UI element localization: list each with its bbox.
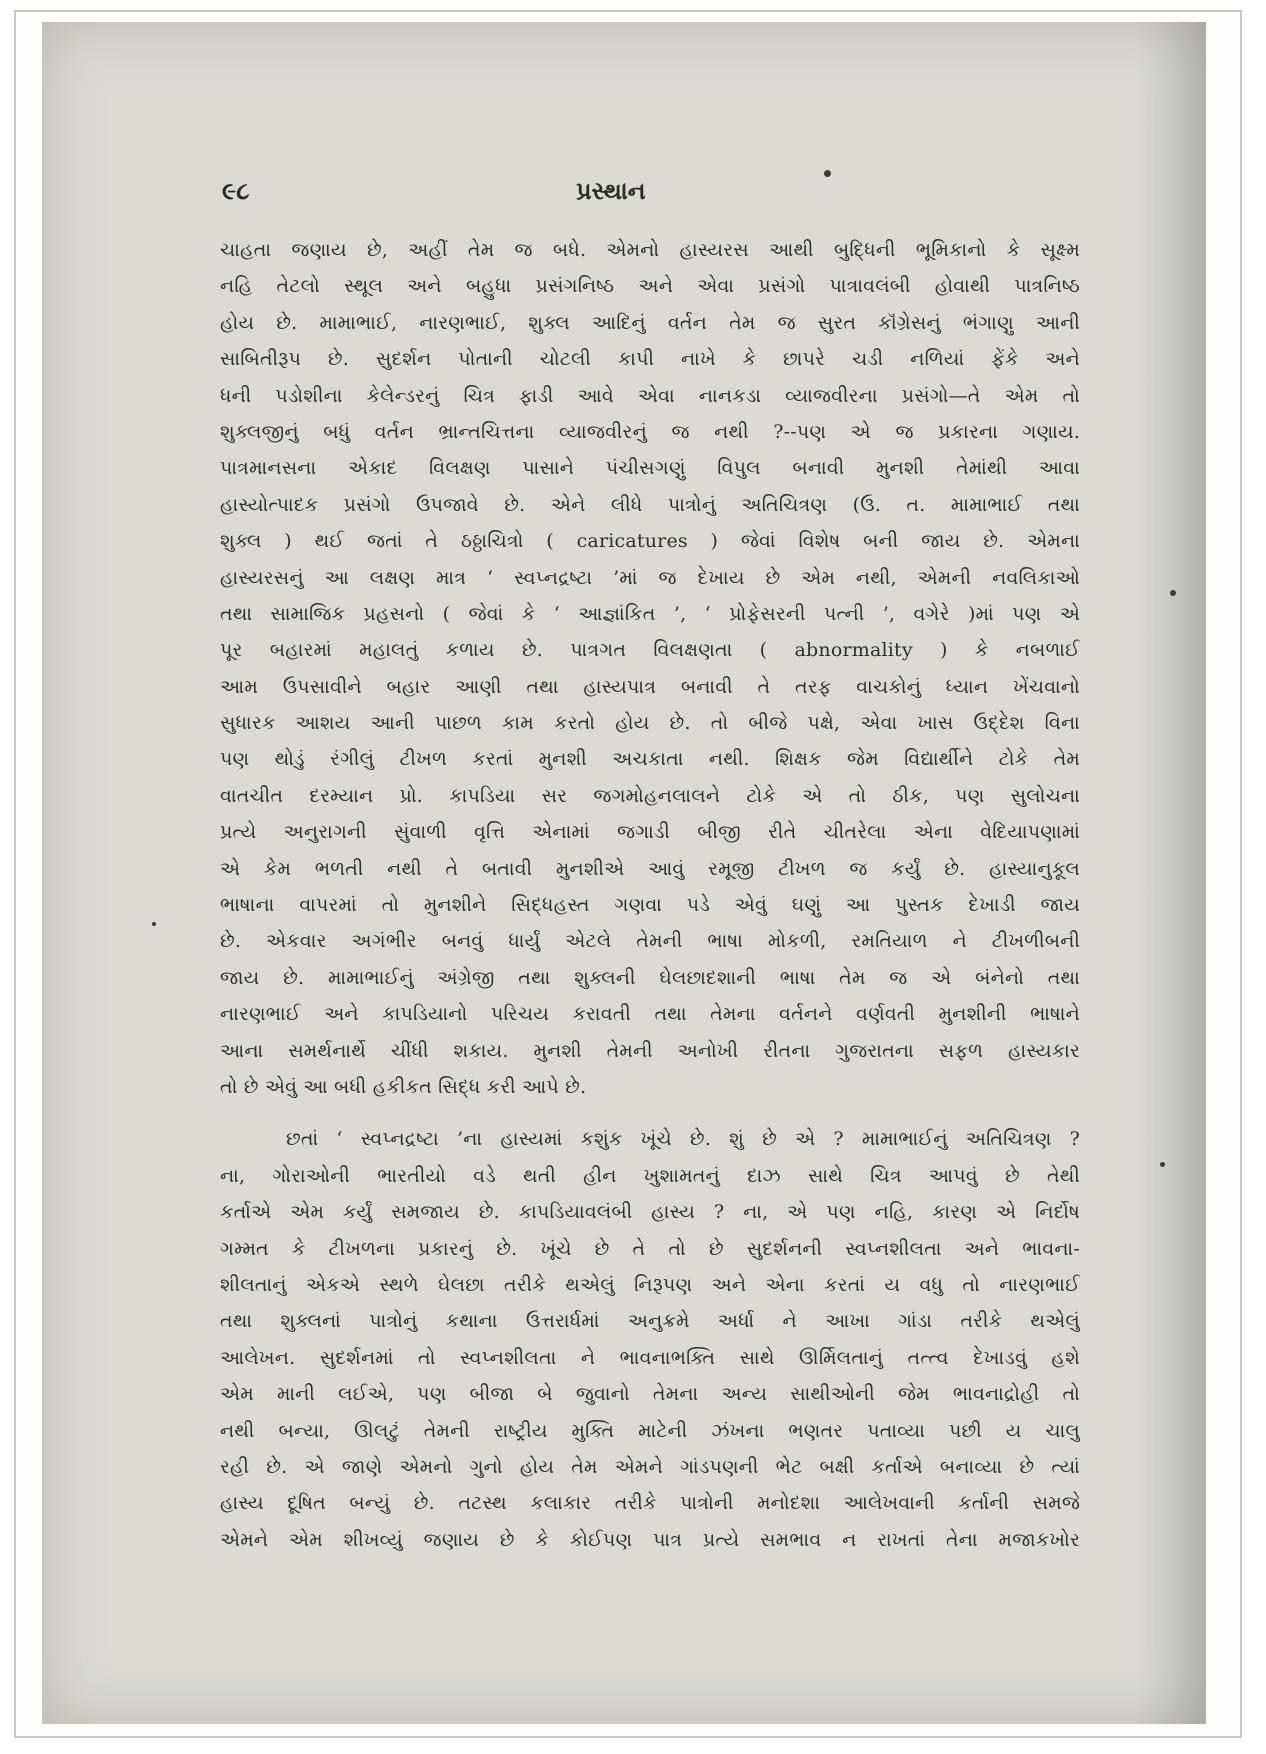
paragraph-gap [220,1105,1080,1121]
paragraph [220,1121,1080,1558]
text-line: જાય છે. મામાભાઈનું અંગ્રેજી તથા શુક્લની ઘેલછાદશાની ભાષા તેમ જ એ બંનેનો તથા [220,966,1080,989]
text-line: નારણભાઈ અને કાપડિયાનો પરિચય કરાવતી તથા તેમના વર્તનને વર્ણવતી મુનશીની ભાષાને [220,1003,1080,1026]
text-line: પણ થોડું રંગીલું ટીખળ કરતાં મુનશી અચકાતા નથી. શિક્ષક જેમ વિદ્યાર્થીને ટોકે તેમ [220,748,1080,771]
text-line: આના સમર્થનાર્થે ચીંધી શકાય. મુનશી તેમની અનોખી રીતના ગુજરાતના સફળ હાસ્યકાર [220,1039,1080,1062]
text-line: તો છે એવું આ બધી હકીકત સિદ્ધ કરી આપે છે. [220,1075,587,1098]
body-text [220,232,1080,1558]
page-edge-shadow [1136,22,1206,1724]
text-line: પ્રત્યે અનુરાગની સુંવાળી વૃત્તિ એનામાં જગાડી બીજી રીતે ચીતરેલા એના વેદિયાપણામાં [220,821,1080,844]
text-line: હાસ્યોત્પાદક પ્રસંગો ઉપજાવે છે. એને લીધે પાત્રોનું અતિચિત્રણ (ઉ. ત. મામાભાઈ તથા [220,493,1080,516]
text-line: નથી બન્યા, ઊલટું તેમની રાષ્ટ્રીય મુક્તિ માટેની ઝંખના ભણતર પતાવ્યા પછી ય ચાલુ [220,1419,1080,1442]
text-line: આલેખન. સુદર્શનમાં તો સ્વપ્નશીલતા ને ભાવનાભક્તિ સાથે ઊર્મિલતાનું તત્ત્વ દેખાડવું હશે [220,1346,1080,1369]
text-line: પાત્રમાનસના એકાદ વિલક્ષણ પાસાને પંચીસગણું વિપુલ બનાવી મુનશી તેમાંથી આવા [220,457,1080,480]
text-line: ધની પડોશીના કેલેન્ડરનું ચિત્ર ફાડી આવે એવા નાનકડા વ્યાજવીરના પ્રસંગો—તે એમ તો [220,384,1080,407]
text-line: છે. એકવાર અગંભીર બનવું ધાર્યું એટલે તેમની ભાષા મોકળી, રમતિયાળ ને ટીખળીબની [220,930,1080,953]
text-line: કર્તાએ એમ કર્યું સમજાય છે. કાપડિયાવલંબી હાસ્ય ? ના, એ પણ નહિ, કારણ એ નિર્દોષ [220,1201,1080,1224]
ink-speck [1160,1162,1165,1167]
ink-speck [1170,590,1176,596]
text-line: નહિ તેટલો સ્થૂલ અને બહુધા પ્રસંગનિષ્ઠ અને એવા પ્રસંગો પાત્રાવલંબી હોવાથી પાત્રનિષ્ઠ [220,275,1080,298]
text-line: એમને એમ શીખવ્યું જણાય છે કે કોઈપણ પાત્ર પ્રત્યે સમભાવ ન રાખતાં તેના મજાકખોર [220,1528,1080,1551]
text-line: સાબિતીરૂપ છે. સુદર્શન પોતાની ચોટલી કાપી નાખે કે છાપરે ચડી નળિયાં ફેંકે અને [220,348,1080,371]
text-line: રહી છે. એ જાણે એમનો ગુનો હોય તેમ એમને ગાંડપણની ભેટ બક્ષી કર્તાએ બનાવ્યા છે ત્યાં [220,1455,1080,1478]
text-line: હાસ્યરસનું આ લક્ષણ માત્ર ‘ સ્વપ્નદ્રષ્ટા ’માં જ દેખાય છે એમ નથી, એમની નવલિકાઓ [220,566,1080,589]
text-line: ભાષાના વાપરમાં તો મુનશીને સિદ્ધહસ્ત ગણવા પડે એવું ઘણું આ પુસ્તક દેખાડી જાય [220,894,1080,917]
text-line: શુક્લજીનું બધું વર્તન ભ્રાન્તચિત્તના વ્યાજવીરનું જ નથી ?--પણ એ જ પ્રકારના ગણાય. [220,420,1080,443]
text-line: એ કેમ ભળતી નથી તે બતાવી મુનશીએ આવું રમૂજી ટીખળ જ કર્યું છે. હાસ્યાનુકૂલ [220,857,1080,880]
text-line: આમ ઉપસાવીને બહાર આણી તથા હાસ્યપાત્ર બનાવી તે તરફ વાચકોનું ધ્યાન ખેંચવાનો [220,675,1080,698]
text-line: હોય છે. મામાભાઈ, નારણભાઈ, શુક્લ આદિનું વર્તન તેમ જ સુરત કૉંગ્રેસનું ભંગાણુ આની [220,311,1080,334]
text-line: પૂર બહારમાં મહાલતું કળાય છે. પાત્રગત વિલક્ષણતા ( abnormality ) કે નબળાઈ [220,639,1080,662]
text-line: સુધારક આશય આની પાછળ કામ કરતો હોય છે. તો બીજે પક્ષે, એવા ખાસ ઉદ્દેશ વિના [220,712,1080,735]
text-line: વાતચીત દરમ્યાન પ્રો. કાપડિયા સર જગમોહનલાલને ટોકે એ તો ઠીક, પણ સુલોચના [220,784,1080,807]
text-line: ચાહતા જણાય છે, અહીં તેમ જ બધે. એમનો હાસ્યરસ આથી બુદ્ધિની ભૂમિકાનો કે સૂક્ષ્મ [220,239,1080,261]
text-line: ના, ગોરાઓની ભારતીયો વડે થતી હીન ખુશામતનું દાઝ સાથે ચિત્ર આપવું છે તેથી [220,1164,1080,1187]
paragraph [220,232,1080,1105]
page-number: ૯૮ [222,176,250,205]
text-line: તથા શુક્લનાં પાત્રોનું કથાના ઉત્તરાર્ધમાં અનુક્રમે અર્ધા ને આખા ગાંડા તરીકે થએલું [220,1310,1080,1333]
running-title: પ્રસ્થાન [576,176,646,205]
text-line: છતાં ‘ સ્વપ્નદ્રષ્ટા ’ના હાસ્યમાં કશુંક ખૂંચે છે. શું છે એ ? મામાભાઈનું અતિચિત્રણ ? [286,1128,1080,1151]
text-line: શીલતાનું એકએ સ્થળે ઘેલછા તરીકે થએલું નિરૂપણ અને એના કરતાં ય વધુ તો નારણભાઈ [220,1273,1080,1296]
text-line: તથા સામાજિક પ્રહસનો ( જેવાં કે ‘ આજ્ઞાંકિત ’, ‘ પ્રોફેસરની પત્ની ’, વગેરે )માં પણ એ [220,602,1080,625]
text-line: એમ માની લઈએ, પણ બીજા બે જુવાનો તેમના અન્ય સાથીઓની જેમ ભાવનાદ્રોહી તો [220,1383,1080,1406]
text-line: હાસ્ય દૂષિત બન્યું છે. તટસ્થ કલાકાર તરીકે પાત્રોની મનોદશા આલેખવાની કર્તાની સમજે [220,1492,1080,1515]
text-line: શુક્લ ) થઈ જતાં તે ઠઠ્ઠાચિત્રો ( caricatures ) જેવાં વિશેષ બની જાય છે. એમના [220,530,1080,553]
text-line: ગમ્મત કે ટીખળના પ્રકારનું છે. ખૂંચે છે તે તો છે સુદર્શનની સ્વપ્નશીલતા અને ભાવના- [220,1237,1080,1260]
page-header [180,170,1080,210]
ink-speck [152,922,156,926]
